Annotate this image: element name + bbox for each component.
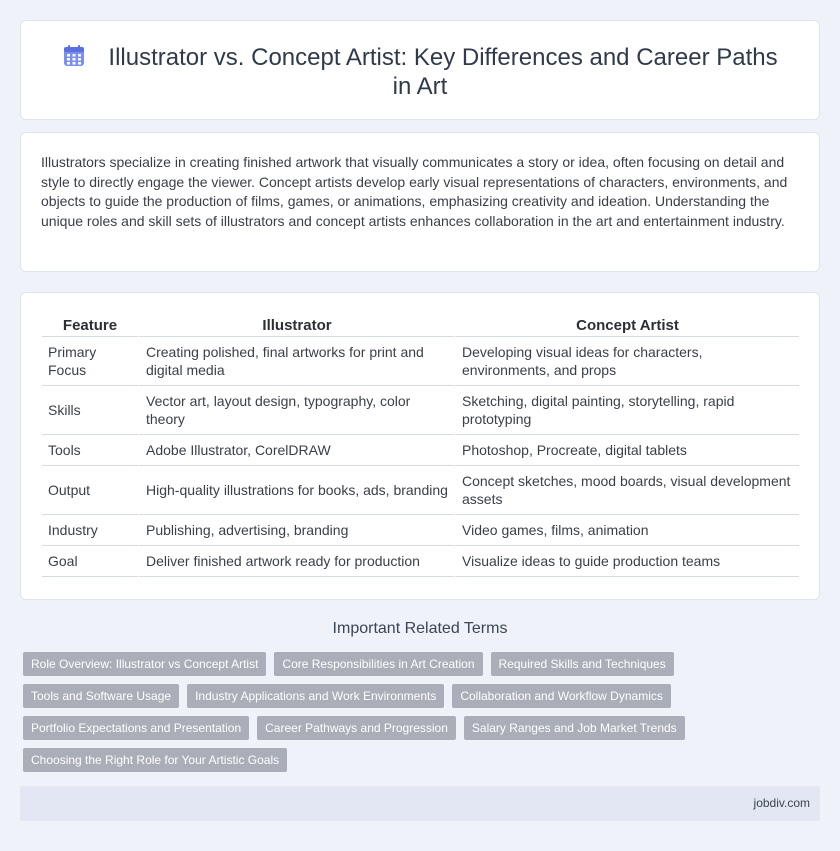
calendar-icon xyxy=(62,44,86,68)
feature-cell: Primary Focus xyxy=(42,337,138,386)
table-row xyxy=(42,466,799,515)
related-term-tag[interactable]: Industry Applications and Work Environments xyxy=(187,684,444,708)
table-row xyxy=(42,386,799,435)
footer-site-link[interactable]: jobdiv.com xyxy=(753,796,810,810)
table-row xyxy=(42,515,799,546)
related-term-tag[interactable]: Choosing the Right Role for Your Artistic Goals xyxy=(23,748,287,772)
comparison-card xyxy=(20,292,820,600)
illustrator-cell: Deliver finished artwork ready for production xyxy=(138,546,454,577)
illustrator-cell: Publishing, advertising, branding xyxy=(138,515,454,546)
illustrator-cell: Vector art, layout design, typography, color theory xyxy=(138,386,454,435)
intro-paragraph: Illustrators specialize in creating finished artwork that visually communicates a story or idea, often focusing on detail and style to directly engage the viewer. Concept artists develop early visual representations of characters, environments, and objects to guide the production of films, games, or animations, emphasizing creativity and ideation. Understanding the unique roles and skill sets of illustrators and concept artists enhances collaboration in the art and entertainment industry. xyxy=(41,154,788,229)
related-term-tag[interactable]: Required Skills and Techniques xyxy=(491,652,674,676)
related-terms-list xyxy=(23,652,703,772)
related-term-tag[interactable]: Core Responsibilities in Art Creation xyxy=(274,652,482,676)
title-card xyxy=(20,20,820,120)
concept-artist-cell: Video games, films, animation xyxy=(454,515,799,546)
feature-cell: Industry xyxy=(42,515,138,546)
header-concept-artist: Concept Artist xyxy=(454,311,799,337)
table-row xyxy=(42,435,799,466)
table-row xyxy=(42,337,799,386)
page-title-text: Illustrator vs. Concept Artist: Key Differences and Career Paths in Art xyxy=(108,44,778,100)
table-row xyxy=(42,546,799,577)
table-header-row xyxy=(42,311,799,337)
illustrator-cell: High-quality illustrations for books, ads, branding xyxy=(138,466,454,515)
related-term-tag[interactable]: Portfolio Expectations and Presentation xyxy=(23,716,249,740)
feature-cell: Goal xyxy=(42,546,138,577)
feature-cell: Skills xyxy=(42,386,138,435)
concept-artist-cell: Photoshop, Procreate, digital tablets xyxy=(454,435,799,466)
illustrator-cell: Adobe Illustrator, CorelDRAW xyxy=(138,435,454,466)
footer-bar xyxy=(20,786,820,821)
header-feature: Feature xyxy=(42,311,138,337)
intro-card xyxy=(20,132,820,272)
related-term-tag[interactable]: Role Overview: Illustrator vs Concept Artist xyxy=(23,652,266,676)
feature-cell: Output xyxy=(42,466,138,515)
related-terms-heading: Important Related Terms xyxy=(332,620,508,637)
concept-artist-cell: Developing visual ideas for characters, environments, and props xyxy=(454,337,799,386)
related-term-tag[interactable]: Salary Ranges and Job Market Trends xyxy=(464,716,685,740)
related-term-tag[interactable]: Career Pathways and Progression xyxy=(257,716,456,740)
related-term-tag[interactable]: Tools and Software Usage xyxy=(23,684,179,708)
concept-artist-cell: Concept sketches, mood boards, visual development assets xyxy=(454,466,799,515)
related-term-tag[interactable]: Collaboration and Workflow Dynamics xyxy=(452,684,671,708)
concept-artist-cell: Sketching, digital painting, storytelling, rapid prototyping xyxy=(454,386,799,435)
comparison-table xyxy=(42,311,799,577)
page-title xyxy=(61,43,779,101)
feature-cell: Tools xyxy=(42,435,138,466)
header-illustrator: Illustrator xyxy=(138,311,454,337)
concept-artist-cell: Visualize ideas to guide production teams xyxy=(454,546,799,577)
illustrator-cell: Creating polished, final artworks for print and digital media xyxy=(138,337,454,386)
